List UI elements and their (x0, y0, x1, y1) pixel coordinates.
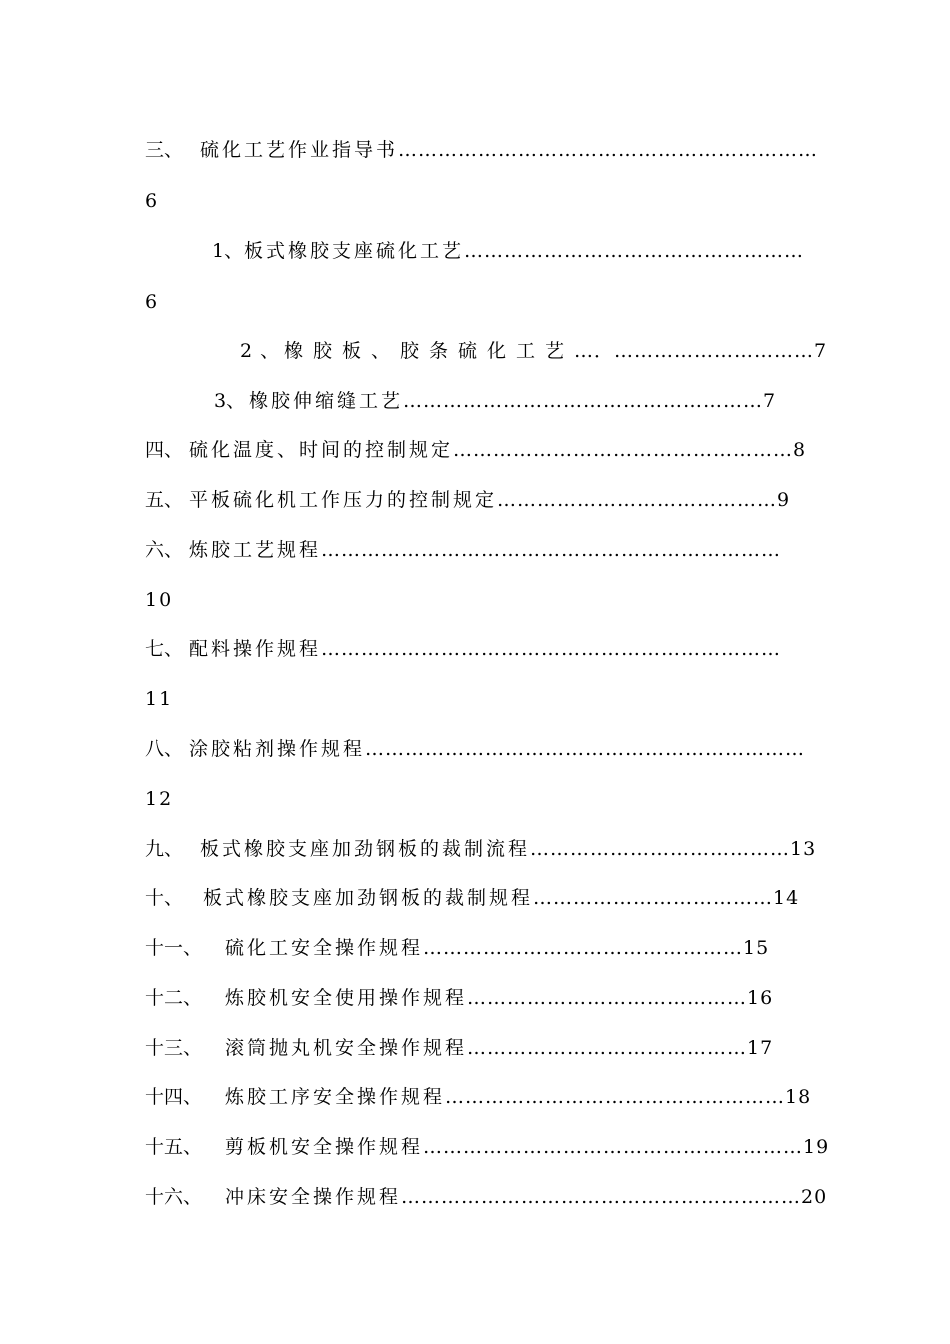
toc-entry[interactable] (145, 983, 805, 1013)
toc-entry-leader: …………………………………… (497, 489, 778, 511)
toc-entry-leader: …………………………………………… (445, 1086, 786, 1108)
toc-entry-title: 炼胶工艺规程 (189, 539, 322, 561)
toc-entry-leader: …………………………………………… (453, 439, 794, 461)
toc-entry-leader: ………………………………………………………… (365, 738, 806, 760)
toc-entry-title: 硫化温度、时间的控制规定 (189, 439, 454, 461)
toc-entry-leader: ……………………………………………… (403, 390, 764, 412)
toc-entry-leader: ……………………………………………………… (398, 139, 819, 161)
toc-entry-leader: ……………………………… (533, 887, 774, 909)
toc-entry-title: 板式橡胶支座硫化工艺 (244, 240, 465, 262)
toc-entry[interactable] (145, 933, 805, 963)
toc-entry-number: 十一、 (145, 937, 203, 959)
toc-entry-page-wrapped: 6 (145, 190, 160, 212)
toc-entry-number: 十三、 (145, 1037, 203, 1059)
toc-entry-title: 炼胶机安全使用操作规程 (225, 987, 468, 1009)
toc-entry-number: 十六、 (145, 1186, 203, 1208)
toc-entry-page: 17 (747, 1037, 774, 1059)
toc-entry[interactable] (145, 535, 805, 565)
toc-entry-page: 15 (743, 937, 770, 959)
toc-entry-page-wrapped: 11 (145, 688, 174, 710)
toc-entry[interactable] (145, 734, 805, 764)
toc-entry-leader: …………………………………………………………… (321, 638, 782, 660)
toc-entry-title: 硫化工安全操作规程 (225, 937, 424, 959)
toc-entry-page: 14 (773, 887, 800, 909)
toc-entry-number: 九、 (145, 838, 184, 860)
toc-entry-page: 7 (814, 340, 828, 362)
toc-entry[interactable] (145, 485, 805, 515)
toc-entry-leader: …．………………………… (574, 340, 815, 362)
toc-entry-title: 炼胶工序安全操作规程 (225, 1086, 446, 1108)
toc-entry-page: 13 (790, 838, 817, 860)
toc-entry[interactable] (145, 1182, 828, 1212)
toc-entry[interactable] (145, 1082, 812, 1112)
toc-entry-page: 20 (801, 1186, 828, 1208)
toc-entry[interactable] (212, 236, 805, 266)
toc-entry[interactable] (214, 386, 805, 416)
toc-entry-number: 七、 (145, 638, 184, 660)
toc-entry-number: 十二、 (145, 987, 203, 1009)
toc-entry-leader: …………………………………………… (464, 240, 805, 262)
toc-entry-number: 十四、 (145, 1086, 203, 1108)
toc-entry[interactable] (145, 1132, 830, 1162)
toc-entry-leader: …………………………………………………… (401, 1186, 802, 1208)
toc-entry[interactable] (145, 435, 805, 465)
toc-entry-title: 板式橡胶支座加劲钢板的裁制规程 (203, 887, 534, 909)
toc-entry-page: 9 (777, 489, 791, 511)
toc-entry-leader: …………………………………………………………… (321, 539, 782, 561)
toc-entry-number: 2、 (240, 340, 288, 362)
toc-entry-leader: …………………………………… (467, 987, 748, 1009)
toc-entry-title: 板式橡胶支座加劲钢板的裁制流程 (200, 838, 531, 860)
toc-entry-title: 配料操作规程 (189, 638, 322, 660)
toc-entry[interactable] (240, 336, 828, 366)
toc-entry-number: 3、 (214, 390, 246, 412)
toc-entry-number: 八、 (145, 738, 184, 760)
toc-entry-page: 16 (747, 987, 774, 1009)
toc-entry-number: 十五、 (145, 1136, 203, 1158)
toc-entry[interactable] (145, 634, 805, 664)
toc-entry-number: 1、 (212, 240, 244, 262)
toc-entry-leader: …………………………………… (467, 1037, 748, 1059)
toc-entry[interactable] (145, 834, 817, 864)
toc-entry-title: 硫化工艺作业指导书 (200, 139, 399, 161)
toc-entry-page-wrapped: 6 (145, 291, 160, 313)
toc-entry[interactable] (145, 883, 805, 913)
toc-entry-number: 四、 (145, 439, 184, 461)
toc-entry[interactable] (145, 135, 819, 165)
toc-entry-title: 冲床安全操作规程 (225, 1186, 402, 1208)
toc-entry-leader: ………………………………………… (423, 937, 744, 959)
toc-entry-page: 7 (763, 390, 777, 412)
toc-entry-title: 涂胶粘剂操作规程 (189, 738, 366, 760)
toc-entry-title: 橡胶伸缩缝工艺 (249, 390, 404, 412)
toc-entry-number: 三、 (145, 139, 184, 161)
toc-entry-page: 19 (803, 1136, 830, 1158)
toc-entry[interactable] (145, 1033, 805, 1063)
toc-entry-title: 平板硫化机工作压力的控制规定 (189, 489, 498, 511)
toc-entry-number: 十、 (145, 887, 184, 909)
toc-entry-leader: ………………………………………………… (423, 1136, 804, 1158)
toc-entry-page-wrapped: 10 (145, 589, 174, 611)
toc-entry-page: 18 (785, 1086, 812, 1108)
toc-entry-page-wrapped: 12 (145, 788, 174, 810)
toc-entry-title: 橡胶板、胶条硫化工艺 (284, 340, 575, 362)
toc-entry-title: 滚筒抛丸机安全操作规程 (225, 1037, 468, 1059)
toc-entry-title: 剪板机安全操作规程 (225, 1136, 424, 1158)
toc-entry-number: 五、 (145, 489, 184, 511)
toc-entry-leader: ………………………………… (530, 838, 791, 860)
toc-entry-page: 8 (793, 439, 807, 461)
toc-entry-number: 六、 (145, 539, 184, 561)
